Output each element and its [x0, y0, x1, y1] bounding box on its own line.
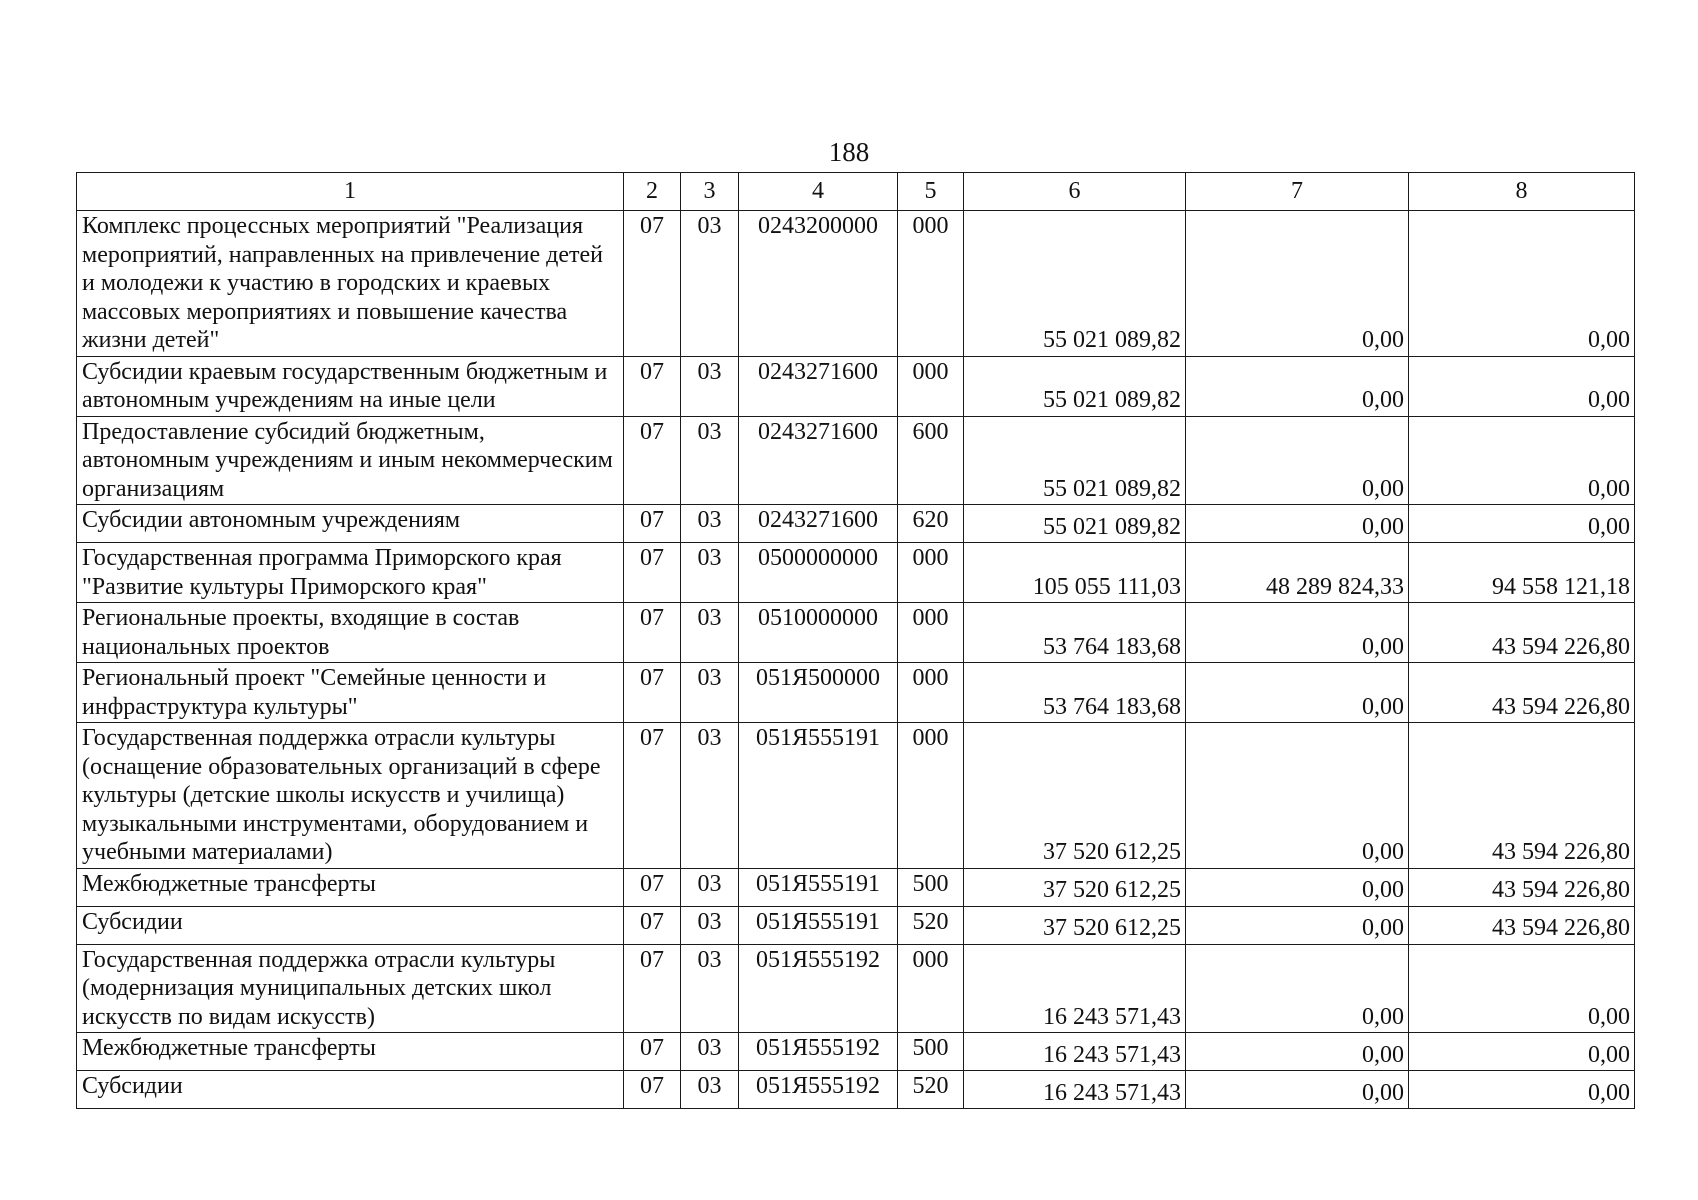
- row-expense-type: 000: [898, 543, 964, 603]
- row-amount-col8: 0,00: [1409, 505, 1635, 543]
- column-header-7: 7: [1186, 173, 1409, 211]
- row-amount-col8: 0,00: [1409, 1033, 1635, 1071]
- row-target-code: 0243271600: [739, 505, 898, 543]
- row-amount-col6: 37 520 612,25: [964, 723, 1186, 869]
- row-amount-col8: 0,00: [1409, 944, 1635, 1033]
- table-row: [77, 944, 1635, 1033]
- row-amount-col8: 0,00: [1409, 356, 1635, 416]
- row-target-code: 051Я555192: [739, 1033, 898, 1071]
- table-row: [77, 416, 1635, 505]
- row-amount-col7: 0,00: [1186, 505, 1409, 543]
- row-name: Государственная поддержка отрасли культуры (оснащение образовательных организаций в сфере культуры (детские школы искусств и училища) музыкальными инструментами, оборудованием и учебными материалами): [77, 723, 624, 869]
- row-expense-type: 520: [898, 1071, 964, 1109]
- row-expense-type: 000: [898, 356, 964, 416]
- row-amount-col7: 0,00: [1186, 1071, 1409, 1109]
- row-section: 07: [624, 543, 681, 603]
- column-header-4: 4: [739, 173, 898, 211]
- row-name: Межбюджетные трансферты: [77, 1033, 624, 1071]
- row-target-code: 051Я555191: [739, 906, 898, 944]
- row-amount-col7: 0,00: [1186, 603, 1409, 663]
- row-amount-col6: 55 021 089,82: [964, 356, 1186, 416]
- row-target-code: 0500000000: [739, 543, 898, 603]
- row-name: Субсидии: [77, 1071, 624, 1109]
- row-amount-col6: 16 243 571,43: [964, 1033, 1186, 1071]
- row-amount-col7: 0,00: [1186, 868, 1409, 906]
- table-row: [77, 906, 1635, 944]
- table-row: [77, 505, 1635, 543]
- row-name: Субсидии: [77, 906, 624, 944]
- row-amount-col6: 37 520 612,25: [964, 868, 1186, 906]
- row-amount-col8: 43 594 226,80: [1409, 723, 1635, 869]
- row-subsection: 03: [681, 211, 739, 357]
- row-subsection: 03: [681, 603, 739, 663]
- row-amount-col6: 37 520 612,25: [964, 906, 1186, 944]
- column-header-3: 3: [681, 173, 739, 211]
- row-subsection: 03: [681, 543, 739, 603]
- row-subsection: 03: [681, 416, 739, 505]
- header-row: [77, 173, 1635, 211]
- row-name: Предоставление субсидий бюджетным, автономным учреждениям и иным некоммерческим организациям: [77, 416, 624, 505]
- table-row: [77, 1071, 1635, 1109]
- row-section: 07: [624, 1071, 681, 1109]
- row-name: Государственная программа Приморского края "Развитие культуры Приморского края": [77, 543, 624, 603]
- row-name: Межбюджетные трансферты: [77, 868, 624, 906]
- row-expense-type: 000: [898, 211, 964, 357]
- table-row: [77, 603, 1635, 663]
- row-name: Государственная поддержка отрасли культуры (модернизация муниципальных детских школ искусств по видам искусств): [77, 944, 624, 1033]
- row-expense-type: 000: [898, 944, 964, 1033]
- row-section: 07: [624, 211, 681, 357]
- row-name: Субсидии краевым государственным бюджетным и автономным учреждениям на иные цели: [77, 356, 624, 416]
- table-row: [77, 356, 1635, 416]
- row-expense-type: 500: [898, 1033, 964, 1071]
- row-amount-col7: 48 289 824,33: [1186, 543, 1409, 603]
- row-subsection: 03: [681, 1033, 739, 1071]
- row-target-code: 0243200000: [739, 211, 898, 357]
- row-amount-col7: 0,00: [1186, 416, 1409, 505]
- row-target-code: 0243271600: [739, 416, 898, 505]
- row-amount-col8: 0,00: [1409, 416, 1635, 505]
- row-target-code: 051Я555191: [739, 868, 898, 906]
- row-target-code: 051Я555191: [739, 723, 898, 869]
- row-amount-col7: 0,00: [1186, 211, 1409, 357]
- row-target-code: 0510000000: [739, 603, 898, 663]
- row-amount-col6: 55 021 089,82: [964, 416, 1186, 505]
- budget-table: [76, 172, 1635, 1109]
- row-section: 07: [624, 944, 681, 1033]
- row-target-code: 0243271600: [739, 356, 898, 416]
- row-expense-type: 500: [898, 868, 964, 906]
- row-subsection: 03: [681, 663, 739, 723]
- row-amount-col7: 0,00: [1186, 906, 1409, 944]
- row-amount-col6: 16 243 571,43: [964, 1071, 1186, 1109]
- column-header-8: 8: [1409, 173, 1635, 211]
- row-expense-type: 600: [898, 416, 964, 505]
- row-target-code: 051Я555192: [739, 1071, 898, 1109]
- row-amount-col6: 55 021 089,82: [964, 211, 1186, 357]
- row-amount-col6: 105 055 111,03: [964, 543, 1186, 603]
- row-amount-col6: 55 021 089,82: [964, 505, 1186, 543]
- row-name: Региональный проект "Семейные ценности и инфраструктура культуры": [77, 663, 624, 723]
- row-subsection: 03: [681, 1071, 739, 1109]
- row-section: 07: [624, 416, 681, 505]
- row-name: Комплекс процессных мероприятий "Реализация мероприятий, направленных на привлечение детей и молодежи к участию в городских и краевых массовых мероприятиях и повышение качества жизни детей": [77, 211, 624, 357]
- row-section: 07: [624, 505, 681, 543]
- row-amount-col7: 0,00: [1186, 1033, 1409, 1071]
- row-amount-col6: 16 243 571,43: [964, 944, 1186, 1033]
- row-expense-type: 000: [898, 603, 964, 663]
- row-subsection: 03: [681, 505, 739, 543]
- row-expense-type: 000: [898, 663, 964, 723]
- row-section: 07: [624, 663, 681, 723]
- row-subsection: 03: [681, 723, 739, 869]
- row-subsection: 03: [681, 906, 739, 944]
- column-header-1: 1: [77, 173, 624, 211]
- row-subsection: 03: [681, 868, 739, 906]
- table-row: [77, 543, 1635, 603]
- row-amount-col8: 0,00: [1409, 211, 1635, 357]
- table-row: [77, 663, 1635, 723]
- row-subsection: 03: [681, 356, 739, 416]
- row-section: 07: [624, 906, 681, 944]
- table-row: [77, 1033, 1635, 1071]
- row-amount-col7: 0,00: [1186, 356, 1409, 416]
- row-expense-type: 520: [898, 906, 964, 944]
- row-amount-col8: 43 594 226,80: [1409, 663, 1635, 723]
- row-subsection: 03: [681, 944, 739, 1033]
- row-section: 07: [624, 723, 681, 869]
- row-section: 07: [624, 603, 681, 663]
- row-amount-col8: 0,00: [1409, 1071, 1635, 1109]
- row-target-code: 051Я500000: [739, 663, 898, 723]
- row-amount-col8: 43 594 226,80: [1409, 906, 1635, 944]
- row-amount-col8: 43 594 226,80: [1409, 868, 1635, 906]
- row-section: 07: [624, 1033, 681, 1071]
- table-row: [77, 211, 1635, 357]
- row-expense-type: 620: [898, 505, 964, 543]
- column-header-5: 5: [898, 173, 964, 211]
- row-amount-col7: 0,00: [1186, 944, 1409, 1033]
- column-header-2: 2: [624, 173, 681, 211]
- row-section: 07: [624, 356, 681, 416]
- row-target-code: 051Я555192: [739, 944, 898, 1033]
- row-amount-col7: 0,00: [1186, 723, 1409, 869]
- row-amount-col8: 94 558 121,18: [1409, 543, 1635, 603]
- row-section: 07: [624, 868, 681, 906]
- page-number: 188: [828, 137, 870, 167]
- row-amount-col7: 0,00: [1186, 663, 1409, 723]
- row-amount-col6: 53 764 183,68: [964, 603, 1186, 663]
- row-name: Субсидии автономным учреждениям: [77, 505, 624, 543]
- row-amount-col8: 43 594 226,80: [1409, 603, 1635, 663]
- column-header-6: 6: [964, 173, 1186, 211]
- row-amount-col6: 53 764 183,68: [964, 663, 1186, 723]
- row-expense-type: 000: [898, 723, 964, 869]
- table-row: [77, 868, 1635, 906]
- table-row: [77, 723, 1635, 869]
- row-name: Региональные проекты, входящие в состав национальных проектов: [77, 603, 624, 663]
